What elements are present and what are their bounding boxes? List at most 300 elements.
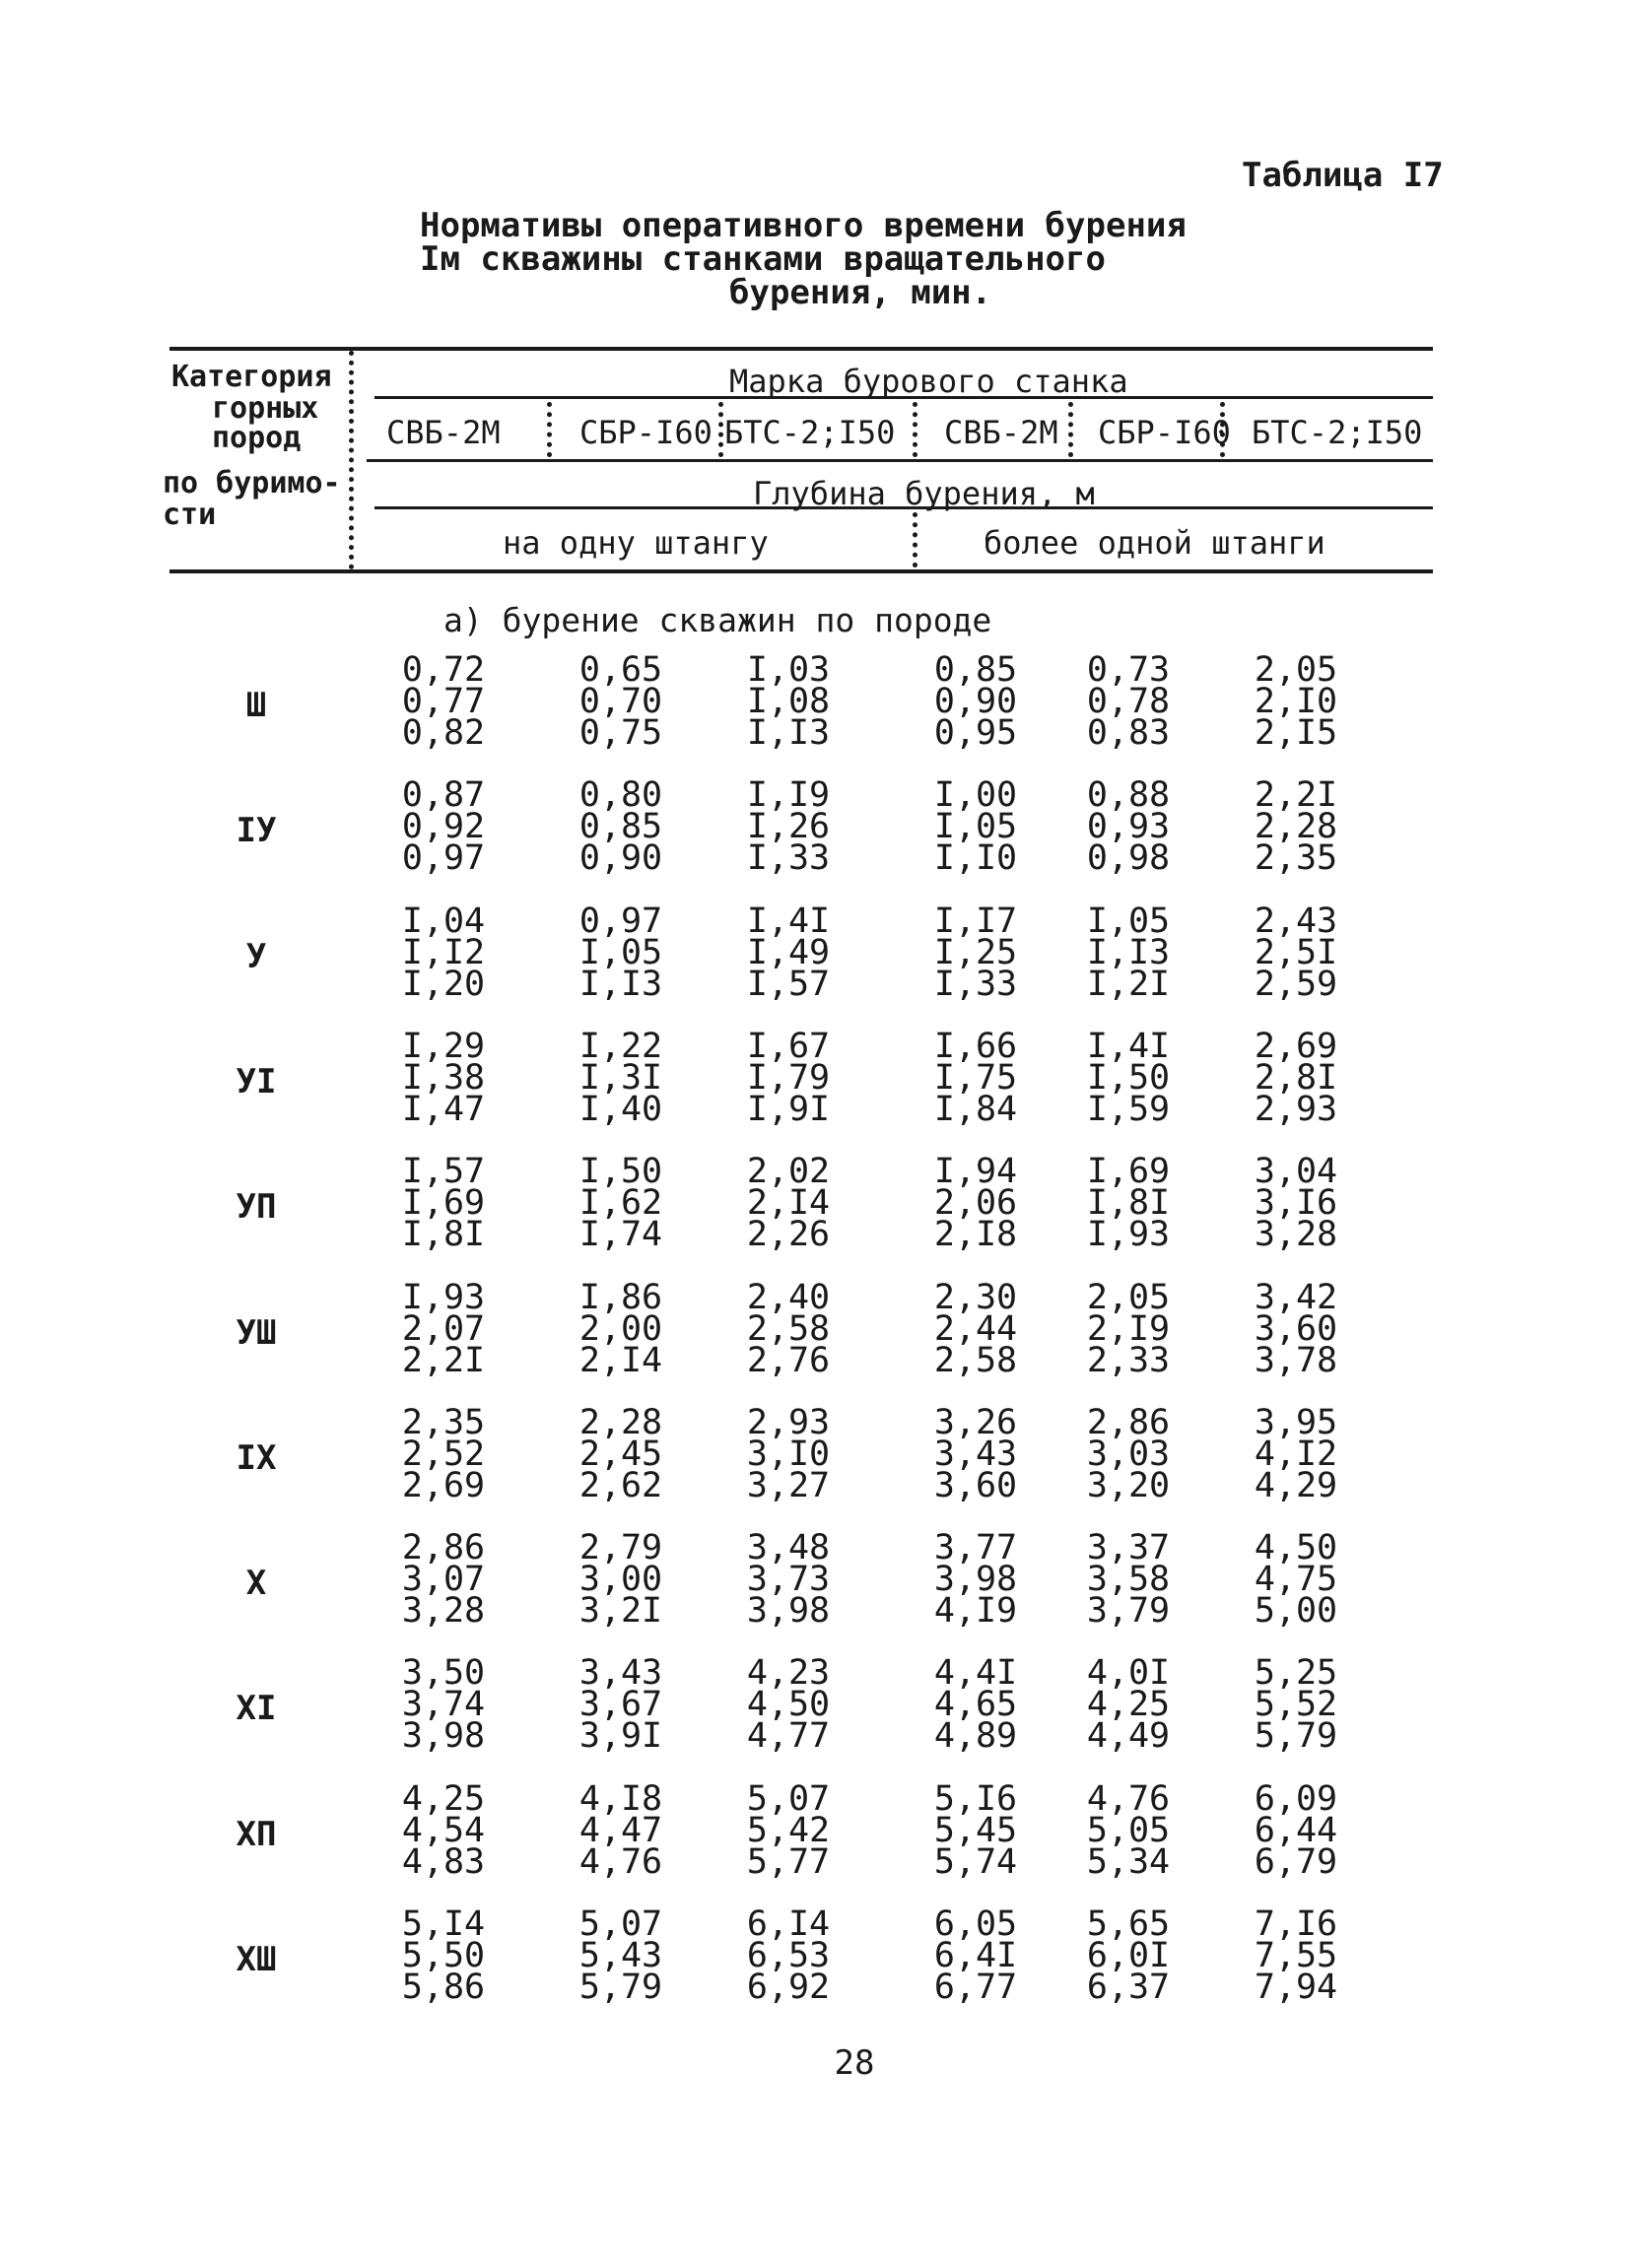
cell-value: I,22 (578, 1027, 663, 1066)
table-cell (729, 1403, 848, 1505)
category-header-line-5: сти (163, 498, 217, 532)
cell-value: I,59 (1086, 1090, 1171, 1129)
machine-header-6: БТС-2;I50 (1252, 414, 1423, 451)
table-cell (1069, 1653, 1188, 1756)
cell-value: 2,26 (746, 1215, 831, 1254)
cell-value: I,84 (933, 1090, 1018, 1129)
cell-value: 6,44 (1254, 1811, 1338, 1850)
table-cell (1069, 1403, 1188, 1505)
cell-value: 2,44 (933, 1309, 1018, 1349)
cell-value: 2,35 (1254, 838, 1338, 878)
cell-value: I,29 (401, 1027, 486, 1066)
cell-value: 2,I4 (746, 1183, 831, 1223)
cell-value: 3,9I (578, 1716, 663, 1756)
cell-value: I,57 (746, 965, 831, 1004)
table-cell (1069, 1528, 1188, 1631)
cell-value: 4,29 (1254, 1466, 1338, 1505)
row-category-label: XШ (236, 1940, 277, 1979)
cell-value: I,05 (578, 933, 663, 972)
cell-value: 2,69 (1254, 1027, 1338, 1066)
cell-value: I,20 (401, 965, 486, 1004)
machine-header-4: СВБ-2М (944, 414, 1058, 451)
machine-header-3: БТС-2;I50 (724, 414, 896, 451)
cell-value: I,4I (746, 901, 831, 941)
row-category-label: УП (236, 1187, 277, 1227)
cell-value: 6,53 (746, 1936, 831, 1975)
cell-value: 0,85 (933, 650, 1018, 690)
cell-value: 5,50 (401, 1936, 486, 1975)
cell-value: 4,0I (1086, 1653, 1171, 1693)
table-cell (1069, 901, 1188, 1004)
cell-value: 5,25 (1254, 1653, 1338, 1693)
cell-value: 4,I8 (578, 1779, 663, 1819)
cell-value: 2,I9 (1086, 1309, 1171, 1349)
cell-value: 6,4I (933, 1936, 1018, 1975)
cell-value: 5,77 (746, 1842, 831, 1882)
cell-value: I,I3 (1086, 933, 1171, 972)
machine-header-1: СВБ-2М (386, 414, 501, 451)
cell-value: I,4I (1086, 1027, 1171, 1066)
table-cell (917, 1278, 1035, 1380)
cell-value: 2,45 (578, 1434, 663, 1474)
cell-value: I,05 (933, 807, 1018, 846)
cell-value: 5,43 (578, 1936, 663, 1975)
cell-value: 2,I0 (1254, 682, 1338, 721)
cell-value: I,50 (1086, 1058, 1171, 1098)
table-cell (562, 1653, 680, 1756)
table-cell (1237, 1653, 1355, 1756)
table-cell (1237, 650, 1355, 753)
cell-value: 0,83 (1086, 713, 1171, 753)
cell-value: 4,50 (1254, 1528, 1338, 1568)
cell-value: 0,92 (401, 807, 486, 846)
cell-value: 2,93 (1254, 1090, 1338, 1129)
cell-value: 3,04 (1254, 1152, 1338, 1191)
table-cell (562, 650, 680, 753)
cell-value: I,93 (401, 1278, 486, 1317)
table-cell (1069, 1027, 1188, 1129)
cell-value: 3,26 (933, 1403, 1018, 1442)
table-cell (562, 1528, 680, 1631)
table-cell (1237, 1403, 1355, 1505)
cell-value: 4,I2 (1254, 1434, 1338, 1474)
cell-value: 3,28 (401, 1591, 486, 1631)
cell-value: I,3I (578, 1058, 663, 1098)
cell-value: 4,89 (933, 1716, 1018, 1756)
cell-value: I,57 (401, 1152, 486, 1191)
cell-value: 5,34 (1086, 1842, 1171, 1882)
row-category-label: УI (236, 1062, 277, 1101)
row-category-label: XП (236, 1815, 277, 1854)
cell-value: 3,67 (578, 1685, 663, 1724)
cell-value: 7,I6 (1254, 1904, 1338, 1944)
cell-value: 2,86 (401, 1528, 486, 1568)
table-cell (1237, 775, 1355, 878)
cell-value: 2,28 (1254, 807, 1338, 846)
table-cell (729, 775, 848, 878)
table-cell (917, 775, 1035, 878)
cell-value: 4,54 (401, 1811, 486, 1850)
cell-value: 3,00 (578, 1560, 663, 1599)
table-cell (729, 1528, 848, 1631)
cell-value: 3,73 (746, 1560, 831, 1599)
table-cell (917, 901, 1035, 1004)
machine-header-5: СБР-I60 (1098, 414, 1231, 451)
cell-value: 3,48 (746, 1528, 831, 1568)
table-cell (729, 1904, 848, 2007)
cell-value: 6,09 (1254, 1779, 1338, 1819)
cell-value: I,33 (746, 838, 831, 878)
table-cell (384, 1779, 503, 1882)
cell-value: 3,78 (1254, 1341, 1338, 1380)
cell-value: I,I0 (933, 838, 1018, 878)
cell-value: 4,I9 (933, 1591, 1018, 1631)
cell-value: 2,2I (401, 1341, 486, 1380)
cell-value: I,69 (1086, 1152, 1171, 1191)
cell-value: I,I3 (578, 965, 663, 1004)
table-cell (384, 1653, 503, 1756)
cell-value: 2,43 (1254, 901, 1338, 941)
cell-value: 4,83 (401, 1842, 486, 1882)
cell-value: 5,42 (746, 1811, 831, 1850)
cell-value: 3,79 (1086, 1591, 1171, 1631)
row-category-label: XI (236, 1689, 277, 1728)
cell-value: 5,86 (401, 1968, 486, 2007)
header-bottom-rule (170, 569, 1433, 573)
table-cell (1069, 1904, 1188, 2007)
cell-value: 5,65 (1086, 1904, 1171, 1944)
category-header-line-1: Категория (171, 360, 332, 394)
cell-value: 5,79 (1254, 1716, 1338, 1756)
table-cell (729, 1152, 848, 1254)
depth-group-one-rod: на одну штангу (503, 524, 769, 562)
cell-value: I,I7 (933, 901, 1018, 941)
cell-value: 2,69 (401, 1466, 486, 1505)
cell-value: 3,2I (578, 1591, 663, 1631)
table-cell (917, 1027, 1035, 1129)
cell-value: I,47 (401, 1090, 486, 1129)
machine-brand-header: Марка бурового станка (729, 363, 1128, 400)
cell-value: 0,88 (1086, 775, 1171, 815)
cell-value: 2,5I (1254, 933, 1338, 972)
cell-value: I,69 (401, 1183, 486, 1223)
table-cell (384, 650, 503, 753)
cell-value: 6,79 (1254, 1842, 1338, 1882)
machine-separator-2 (718, 402, 723, 457)
cell-value: 0,82 (401, 713, 486, 753)
table-cell (384, 1152, 503, 1254)
cell-value: 0,90 (933, 682, 1018, 721)
table-cell (917, 1152, 1035, 1254)
cell-value: 3,28 (1254, 1215, 1338, 1254)
cell-value: 2,00 (578, 1309, 663, 1349)
category-header-line-3: пород (212, 421, 302, 455)
cell-value: 0,70 (578, 682, 663, 721)
cell-value: 2,30 (933, 1278, 1018, 1317)
table-cell (562, 901, 680, 1004)
category-header-line-4: по буримо- (163, 466, 341, 500)
cell-value: 7,94 (1254, 1968, 1338, 2007)
cell-value: 5,05 (1086, 1811, 1171, 1850)
cell-value: 3,98 (401, 1716, 486, 1756)
cell-value: 2,I4 (578, 1341, 663, 1380)
cell-value: 4,76 (1086, 1779, 1171, 1819)
cell-value: 0,97 (578, 901, 663, 941)
table-cell (384, 1027, 503, 1129)
cell-value: 2,28 (578, 1403, 663, 1442)
cell-value: I,26 (746, 807, 831, 846)
cell-value: 0,90 (578, 838, 663, 878)
cell-value: 3,98 (933, 1560, 1018, 1599)
machines-bottom-rule (367, 459, 1433, 462)
cell-value: 0,85 (578, 807, 663, 846)
cell-value: 2,05 (1086, 1278, 1171, 1317)
cell-value: I,74 (578, 1215, 663, 1254)
cell-value: 2,52 (401, 1434, 486, 1474)
table-cell (729, 1278, 848, 1380)
table-cell (384, 1904, 503, 2007)
cell-value: 3,60 (933, 1466, 1018, 1505)
cell-value: 5,I4 (401, 1904, 486, 1944)
table-title-line-2: Iм скважины станками вращательного (420, 239, 1106, 279)
cell-value: 3,95 (1254, 1403, 1338, 1442)
cell-value: I,I9 (746, 775, 831, 815)
cell-value: I,75 (933, 1058, 1018, 1098)
cell-value: 3,07 (401, 1560, 486, 1599)
cell-value: I,49 (746, 933, 831, 972)
cell-value: 4,25 (401, 1779, 486, 1819)
cell-value: 6,I4 (746, 1904, 831, 1944)
cell-value: 4,75 (1254, 1560, 1338, 1599)
row-category-label: X (245, 1564, 267, 1603)
cell-value: I,62 (578, 1183, 663, 1223)
table-cell (562, 1152, 680, 1254)
cell-value: 2,06 (933, 1183, 1018, 1223)
cell-value: 2,05 (1254, 650, 1338, 690)
cell-value: 6,77 (933, 1968, 1018, 2007)
cell-value: 0,80 (578, 775, 663, 815)
category-column-separator (349, 351, 354, 569)
cell-value: I,50 (578, 1152, 663, 1191)
cell-value: 2,86 (1086, 1403, 1171, 1442)
table-cell (729, 1653, 848, 1756)
table-cell (1069, 1152, 1188, 1254)
cell-value: 0,77 (401, 682, 486, 721)
cell-value: I,I2 (401, 933, 486, 972)
cell-value: 0,87 (401, 775, 486, 815)
table-cell (1069, 650, 1188, 753)
cell-value: 2,07 (401, 1309, 486, 1349)
cell-value: I,08 (746, 682, 831, 721)
cell-value: 5,07 (746, 1779, 831, 1819)
cell-value: 6,92 (746, 1968, 831, 2007)
depth-group-multi-rod: более одной штанги (984, 524, 1325, 562)
cell-value: 3,43 (933, 1434, 1018, 1474)
row-category-label: IX (236, 1438, 277, 1478)
table-cell (917, 1653, 1035, 1756)
cell-value: 4,50 (746, 1685, 831, 1724)
cell-value: 0,65 (578, 650, 663, 690)
cell-value: 2,02 (746, 1152, 831, 1191)
cell-value: 3,43 (578, 1653, 663, 1693)
cell-value: 5,79 (578, 1968, 663, 2007)
cell-value: 5,74 (933, 1842, 1018, 1882)
cell-value: 0,95 (933, 713, 1018, 753)
cell-value: 5,52 (1254, 1685, 1338, 1724)
cell-value: 0,93 (1086, 807, 1171, 846)
table-cell (562, 1904, 680, 2007)
cell-value: 2,62 (578, 1466, 663, 1505)
cell-value: 4,23 (746, 1653, 831, 1693)
cell-value: 2,58 (933, 1341, 1018, 1380)
cell-value: 3,27 (746, 1466, 831, 1505)
cell-value: I,93 (1086, 1215, 1171, 1254)
cell-value: 4,47 (578, 1811, 663, 1850)
row-category-label: Ш (245, 686, 267, 725)
table-cell (729, 1027, 848, 1129)
cell-value: 2,76 (746, 1341, 831, 1380)
table-cell (384, 1528, 503, 1631)
cell-value: 5,00 (1254, 1591, 1338, 1631)
table-cell (562, 1403, 680, 1505)
table-cell (1237, 1152, 1355, 1254)
cell-value: 4,65 (933, 1685, 1018, 1724)
machine-separator-3 (913, 402, 917, 457)
cell-value: 2,2I (1254, 775, 1338, 815)
table-title-line-1: Нормативы оперативного времени бурения (420, 206, 1187, 245)
cell-value: I,66 (933, 1027, 1018, 1066)
table-cell (917, 1403, 1035, 1505)
table-title-line-3: бурения, мин. (729, 273, 992, 312)
cell-value: I,2I (1086, 965, 1171, 1004)
table-cell (1237, 1027, 1355, 1129)
cell-value: 2,33 (1086, 1341, 1171, 1380)
table-cell (917, 1904, 1035, 2007)
table-cell (1237, 1278, 1355, 1380)
table-cell (384, 901, 503, 1004)
cell-value: 3,20 (1086, 1466, 1171, 1505)
cell-value: 4,4I (933, 1653, 1018, 1693)
cell-value: 3,74 (401, 1685, 486, 1724)
cell-value: 6,37 (1086, 1968, 1171, 2007)
cell-value: 3,03 (1086, 1434, 1171, 1474)
depth-group-separator (913, 512, 917, 567)
cell-value: 3,60 (1254, 1309, 1338, 1349)
cell-value: 5,45 (933, 1811, 1018, 1850)
table-cell (1237, 1779, 1355, 1882)
cell-value: 2,8I (1254, 1058, 1338, 1098)
table-cell (562, 775, 680, 878)
machine-header-2: СБР-I60 (579, 414, 713, 451)
cell-value: 2,35 (401, 1403, 486, 1442)
table-cell (729, 1779, 848, 1882)
table-cell (917, 1779, 1035, 1882)
cell-value: 3,98 (746, 1591, 831, 1631)
row-category-label: IУ (236, 811, 277, 850)
cell-value: I,05 (1086, 901, 1171, 941)
table-cell (917, 650, 1035, 753)
cell-value: 2,59 (1254, 965, 1338, 1004)
table-cell (384, 1403, 503, 1505)
cell-value: 6,0I (1086, 1936, 1171, 1975)
cell-value: 0,75 (578, 713, 663, 753)
cell-value: I,38 (401, 1058, 486, 1098)
table-number-label: Таблица I7 (1242, 156, 1444, 195)
cell-value: 0,73 (1086, 650, 1171, 690)
category-header-line-2: горных (212, 391, 319, 426)
cell-value: 5,I6 (933, 1779, 1018, 1819)
cell-value: I,I3 (746, 713, 831, 753)
cell-value: 5,07 (578, 1904, 663, 1944)
cell-value: I,79 (746, 1058, 831, 1098)
table-cell (729, 650, 848, 753)
cell-value: 0,97 (401, 838, 486, 878)
cell-value: I,8I (401, 1215, 486, 1254)
cell-value: 2,79 (578, 1528, 663, 1568)
cell-value: 4,25 (1086, 1685, 1171, 1724)
cell-value: I,40 (578, 1090, 663, 1129)
cell-value: I,03 (746, 650, 831, 690)
cell-value: 0,98 (1086, 838, 1171, 878)
cell-value: I,04 (401, 901, 486, 941)
cell-value: I,94 (933, 1152, 1018, 1191)
depth-header: Глубина бурения, м (753, 475, 1095, 512)
table-cell (1237, 1528, 1355, 1631)
table-cell (1237, 1904, 1355, 2007)
cell-value: I,00 (933, 775, 1018, 815)
cell-value: 2,I5 (1254, 713, 1338, 753)
cell-value: 4,77 (746, 1716, 831, 1756)
header-top-rule (170, 347, 1433, 351)
row-category-label: У (245, 937, 267, 976)
cell-value: 2,58 (746, 1309, 831, 1349)
cell-value: I,67 (746, 1027, 831, 1066)
cell-value: 4,76 (578, 1842, 663, 1882)
cell-value: 6,05 (933, 1904, 1018, 1944)
cell-value: 0,72 (401, 650, 486, 690)
cell-value: 3,37 (1086, 1528, 1171, 1568)
cell-value: I,8I (1086, 1183, 1171, 1223)
section-title: а) бурение скважин по породе (443, 601, 992, 639)
cell-value: I,9I (746, 1090, 831, 1129)
table-cell (1069, 775, 1188, 878)
cell-value: 2,I8 (933, 1215, 1018, 1254)
cell-value: 2,93 (746, 1403, 831, 1442)
cell-value: 3,I0 (746, 1434, 831, 1474)
cell-value: 4,49 (1086, 1716, 1171, 1756)
table-cell (384, 775, 503, 878)
cell-value: 3,77 (933, 1528, 1018, 1568)
cell-value: 3,58 (1086, 1560, 1171, 1599)
cell-value: 2,40 (746, 1278, 831, 1317)
table-cell (1237, 901, 1355, 1004)
table-cell (562, 1779, 680, 1882)
table-cell (1069, 1779, 1188, 1882)
cell-value: I,86 (578, 1278, 663, 1317)
table-cell (562, 1027, 680, 1129)
machine-separator-4 (1068, 402, 1073, 457)
table-cell (729, 901, 848, 1004)
cell-value: I,25 (933, 933, 1018, 972)
table-cell (384, 1278, 503, 1380)
cell-value: 3,42 (1254, 1278, 1338, 1317)
cell-value: 3,I6 (1254, 1183, 1338, 1223)
row-category-label: УШ (236, 1313, 277, 1353)
cell-value: 0,78 (1086, 682, 1171, 721)
table-cell (562, 1278, 680, 1380)
cell-value: 3,50 (401, 1653, 486, 1693)
machine-separator-1 (547, 402, 552, 457)
